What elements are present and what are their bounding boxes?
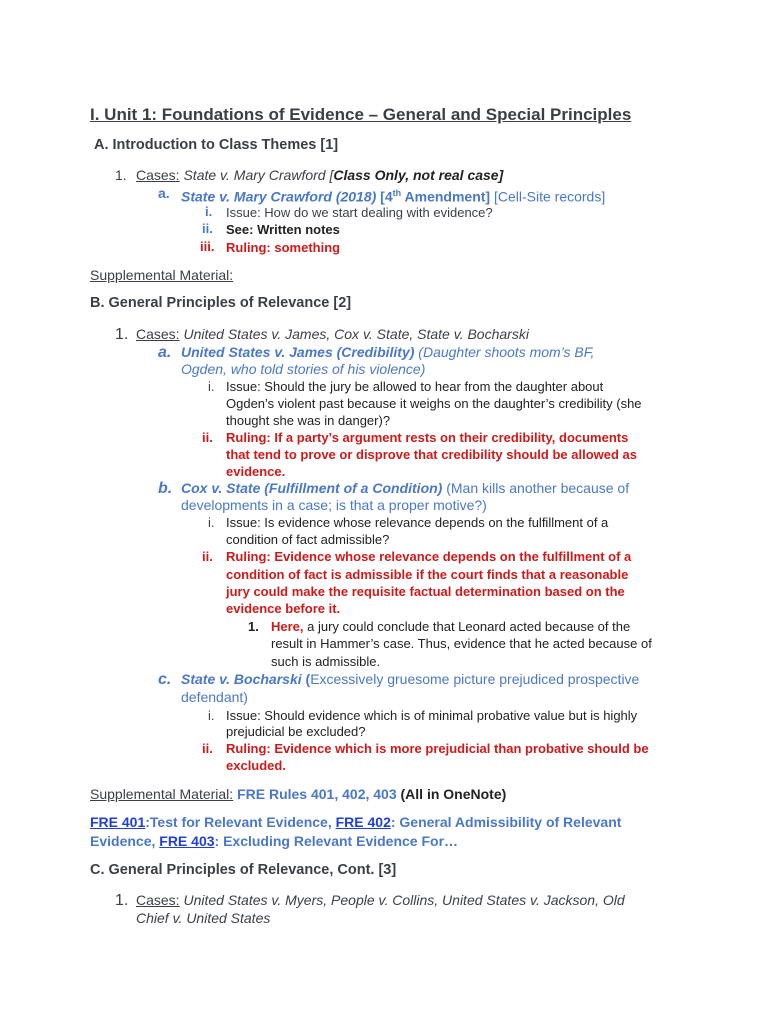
item-b-line1	[181, 480, 629, 497]
section-c-case-number: 1.	[115, 892, 129, 909]
issue-line1: Issue: Should evidence which is of minimal probative value but is highly	[226, 708, 638, 723]
issue-line1: Issue: Should the jury be allowed to hear from the daughter about	[226, 379, 604, 394]
ruling-line1: Ruling: Evidence which is more prejudicial than probative should be	[226, 741, 649, 756]
sub-number-marker: 1.	[248, 619, 259, 634]
roman-iii-marker: iii.	[200, 239, 215, 254]
roman-ii-marker: ii.	[202, 221, 213, 236]
amendment-pre: [4	[376, 188, 393, 205]
cases-text: United States v. James, Cox v. State, State v. Bocharski	[179, 326, 529, 342]
supplemental-material-label: Supplemental Material:	[90, 786, 234, 802]
case-desc: (Man kills another because of	[442, 480, 630, 496]
section-c-cases-line2: Chief v. United States	[136, 910, 271, 926]
roman-i-marker: i.	[208, 515, 215, 530]
item-c-line1	[181, 671, 639, 688]
unit-heading: I. Unit 1: Foundations of Evidence – General and Special Principles	[90, 105, 632, 124]
item-a-marker: a.	[158, 344, 172, 361]
case-desc: Excessively gruesome picture prejudiced prospective	[310, 671, 640, 687]
issue-line1: Issue: Is evidence whose relevance depends on the fulfillment of a	[226, 515, 609, 530]
section-a-item-a-marker: a.	[158, 185, 170, 201]
roman-ii-marker: ii.	[202, 430, 213, 445]
supplemental-fre-line	[90, 786, 506, 803]
fre-402-text-cont: Evidence,	[90, 833, 160, 849]
here-line2: result in Hammer’s case. Thus, evidence that he acted because of	[271, 636, 652, 651]
roman-i-marker: i.	[208, 379, 215, 394]
roman-i-marker: i.	[208, 708, 215, 723]
onenote-note: (All in OneNote)	[396, 786, 507, 802]
case-desc: (Daughter shoots mom’s BF,	[414, 344, 595, 360]
item-b-line2: developments in a case; is that a proper motive?)	[181, 497, 487, 513]
issue-line2: condition of fact admissible?	[226, 532, 390, 547]
cases-text: State v. Mary Crawford [	[179, 167, 334, 183]
fre-401-text: :Test for Relevant Evidence,	[145, 814, 336, 830]
case-name: State v. Mary Crawford (2018)	[181, 188, 377, 205]
section-c-title: C. General Principles of Relevance, Cont. [3]	[90, 862, 397, 878]
case-name: United States v. James (Credibility)	[181, 344, 415, 360]
case-name: Cox v. State (Fulfillment of a Condition)	[181, 480, 443, 496]
here-line1	[271, 618, 630, 635]
issue-line2: prejudicial be excluded?	[226, 724, 366, 739]
ruling-line2: condition of fact is admissible if the court finds that a reasonable	[226, 567, 629, 582]
roman-ii-marker: ii.	[202, 741, 213, 756]
ruling-line2: excluded.	[226, 758, 286, 773]
item-a-line2: Ogden, who told stories of his violence)	[181, 361, 426, 377]
ruling-line1: Ruling: If a party’s argument rests on their credibility, documents	[226, 430, 629, 445]
fre-line1	[90, 814, 621, 831]
item-a-line1	[181, 344, 594, 361]
case-paren: (	[301, 671, 311, 687]
case-name: State v. Bocharski	[181, 671, 302, 687]
section-a-case-number: 1.	[115, 167, 127, 183]
ruling-line2: that tend to prove or disprove that credibility should be allowed as	[226, 447, 638, 462]
issue-text: Issue: How do we start dealing with evidence?	[226, 205, 493, 220]
fre-line2	[90, 833, 458, 850]
cases-label: Cases:	[136, 167, 180, 183]
here-text: a jury could conclude that Leonard acted because of the	[303, 619, 631, 634]
item-b-marker: b.	[158, 480, 173, 497]
section-b-cases-line	[136, 326, 529, 343]
cases-label: Cases:	[136, 892, 180, 908]
section-a-item-a	[181, 185, 605, 206]
issue-line3: thought she was in danger)?	[226, 413, 391, 428]
item-c-line2: defendant)	[181, 689, 248, 705]
section-b-case-number: 1.	[115, 326, 129, 343]
cases-bold: Class Only, not real case]	[333, 167, 504, 183]
section-a-cases-line	[136, 167, 503, 184]
fre-rules: FRE Rules 401, 402, 403	[233, 786, 397, 802]
roman-ii-marker: ii.	[202, 549, 213, 564]
section-a-title: A. Introduction to Class Themes [1]	[94, 137, 339, 153]
fre-403-text: : Excluding Relevant Evidence For…	[214, 833, 459, 849]
ruling-line3: evidence.	[226, 464, 286, 479]
fre-402-text: : General Admissibility of Relevant	[390, 814, 622, 830]
section-c-cases-line1	[136, 892, 625, 909]
here-label: Here,	[271, 619, 304, 634]
ruling-line4: evidence before it.	[226, 601, 341, 616]
amendment-sup: th	[392, 188, 402, 198]
fre-402-link[interactable]: FRE 402	[335, 814, 391, 830]
cases-label: Cases:	[136, 326, 180, 342]
ruling-text: Ruling: something	[226, 240, 341, 255]
supplemental-material-label: Supplemental Material:	[90, 267, 234, 283]
ruling-line1: Ruling: Evidence whose relevance depends on the fulfillment of a	[226, 549, 632, 564]
cases-text: United States v. Myers, People v. Collins, United States v. Jackson, Old	[179, 892, 625, 908]
fre-403-link[interactable]: FRE 403	[159, 833, 215, 849]
issue-line2: Ogden’s violent past because it weighs on the daughter’s credibility (she	[226, 396, 642, 411]
see-text: See: Written notes	[226, 222, 340, 237]
amendment-post: Amendment]	[401, 188, 491, 205]
ruling-line3: jury could make the requisite factual determination based on the	[226, 584, 625, 599]
section-b-title: B. General Principles of Relevance [2]	[90, 295, 352, 311]
roman-i-marker: i.	[205, 204, 213, 219]
fre-401-link[interactable]: FRE 401	[90, 814, 146, 830]
here-line3: such is admissible.	[271, 654, 381, 669]
case-note: [Cell-Site records]	[490, 188, 606, 205]
item-c-marker: c.	[158, 671, 172, 688]
